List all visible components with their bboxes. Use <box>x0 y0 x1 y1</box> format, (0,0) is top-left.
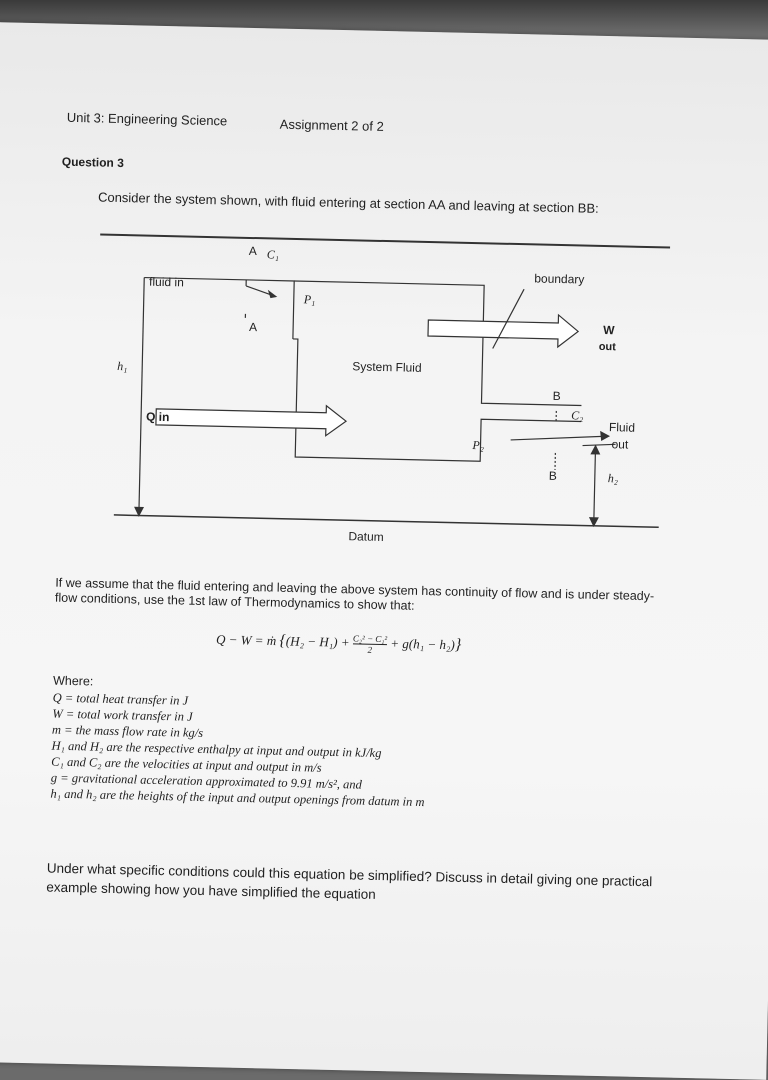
p1-label: P₁ <box>303 292 316 306</box>
definition-item: C₁ and C₂ are the velocities at input and output in m/s <box>51 754 425 778</box>
q-in-label: Q in <box>146 410 170 425</box>
definition-item: m = the mass flow rate in kg/s <box>52 722 426 746</box>
w-label: W <box>603 323 615 337</box>
eq-frac-num: C₂² − C₁² <box>353 633 387 645</box>
system-boundary-outer <box>292 281 585 406</box>
h2-arrow-head-top <box>591 446 599 454</box>
section-b-top-label: B <box>553 389 561 403</box>
flow-out-arrow <box>511 434 609 442</box>
fluid-out-label: out <box>611 437 629 451</box>
eq-open-brace: { <box>279 632 286 649</box>
flow-in-arrowhead <box>269 291 276 297</box>
w-out-label: out <box>599 341 617 353</box>
system-diagram <box>58 214 675 548</box>
system-fluid-label: System Fluid <box>352 359 422 375</box>
eq-term2: + g(h₁ − h₂) <box>390 636 455 652</box>
final-question: Under what specific conditions could this equation be simplified? Discuss in detail giving one practical example showing how you have simplified the equation <box>46 859 697 912</box>
definition-item: g = gravitational acceleration approximated to 9.91 m/s², and <box>51 770 425 794</box>
q-in-arrow <box>156 402 347 436</box>
assignment-label: Assignment 2 of 2 <box>280 117 384 134</box>
question-intro: Consider the system shown, with fluid entering at section AA and leaving at section BB: <box>98 189 599 215</box>
h2-label: h₂ <box>608 471 618 485</box>
definitions-list <box>50 690 427 810</box>
section-a-top-label: A <box>249 244 257 258</box>
h2-arrow-head-bottom <box>590 518 598 526</box>
datum-label: Datum <box>348 529 384 544</box>
question-number: Question 3 <box>62 155 124 170</box>
paper-sheet <box>0 22 768 1080</box>
fluid-in-label: fluid in <box>149 275 184 290</box>
c1-label: C₁ <box>267 247 280 261</box>
h1-label: h₁ <box>117 359 127 373</box>
top-rule <box>100 235 670 248</box>
h1-arrow-line <box>139 278 144 516</box>
definition-item: Q = total heat transfer in J <box>53 690 427 714</box>
definition-item: W = total work transfer in J <box>52 706 426 730</box>
h2-arrow-line <box>594 446 596 526</box>
first-law-equation <box>216 630 462 657</box>
eq-frac-den: 2 <box>353 644 387 655</box>
assume-paragraph: If we assume that the fluid entering and leaving the above system has continuity of flow and is under steady-flow conditions, use the 1st law of Thermodynamics to show that: <box>55 576 676 620</box>
section-b-bottom-label: B <box>549 469 557 483</box>
definition-item: H₁ and H₂ are the respective enthalpy at input and output in kJ/kg <box>51 738 425 762</box>
boundary-label: boundary <box>534 271 584 286</box>
section-a-bottom-label: A <box>249 320 257 334</box>
p2-label: P₂ <box>471 438 484 452</box>
eq-fraction <box>353 633 388 655</box>
unit-title: Unit 3: Engineering Science <box>67 110 228 129</box>
fluid-label: Fluid <box>609 420 635 435</box>
datum-line <box>114 515 659 527</box>
definition-item: h₁ and h₂ are the heights of the input and output openings from datum in m <box>50 786 424 810</box>
flow-out-arrowhead <box>601 432 609 440</box>
where-heading: Where: <box>53 674 94 689</box>
eq-close-brace: } <box>455 636 462 653</box>
system-boundary-inner <box>290 339 583 464</box>
eq-lhs: Q − W = ṁ <box>216 632 276 648</box>
c2-label: C₂ <box>571 408 584 422</box>
boundary-pointer <box>493 289 524 350</box>
h1-arrow-head <box>135 507 143 515</box>
eq-term1: (H₂ − H₁) + <box>286 633 350 649</box>
